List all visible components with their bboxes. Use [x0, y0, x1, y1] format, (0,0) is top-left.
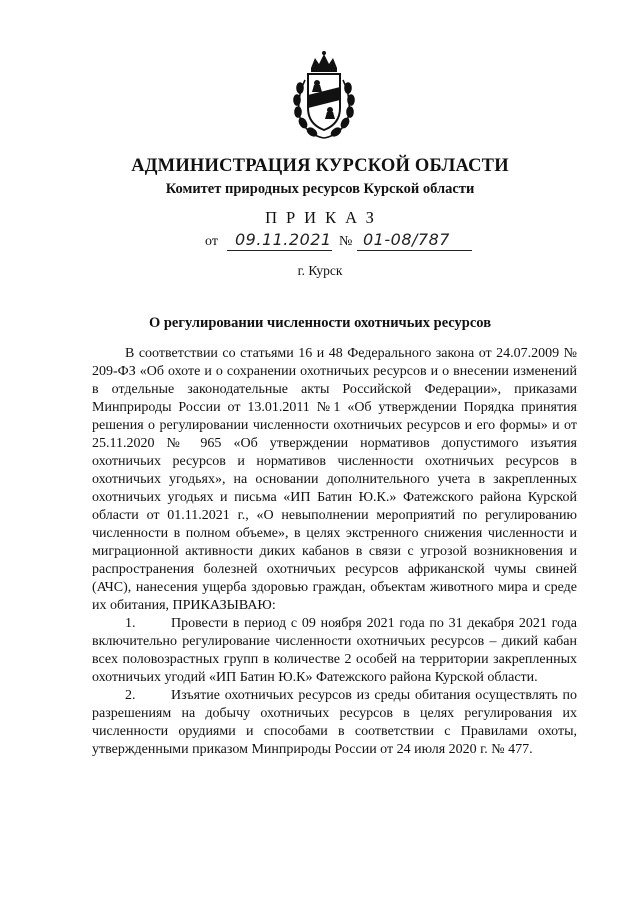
- number-prefix: №: [339, 234, 353, 249]
- item-text: Изъятие охотничьих ресурсов из среды обитания осуществлять по разрешениям на добычу охотничьих ресурсов в целях регулирования их численности орудиями и способами в соответствии с Правилами охоты, утвержденными приказом Минприроды России от 24 июля 2020 г. № 477.: [92, 688, 577, 757]
- intro-paragraph: В соответствии со статьями 16 и 48 Федерального закона от 24.07.2009 № 209-ФЗ «Об охоте и о сохранении охотничьих ресурсов и о внесении изменений в отдельные законодательные акты Российской Федерации», приказами Минприроды России от 13.01.2011 №1 «Об утверждении Порядка принятия решения о регулировании численности охотничьих ресурсов и его формы» и от 25.11.2020 № 965 «Об утверждении нормативов допустимого изъятия охотничьих ресурсов и нормативов численности охотничьих ресурсов в охотничьих угодьях», на основании дополнительного учета в закрепленных охотничьих угодьях и письма «ИП Батин Ю.К.» Фатежского района Курской области от 01.11.2021 г., «О невыполнении мероприятий по регулированию численности в полном объеме», в целях экстренного снижения численности и миграционной активности диких кабанов в связи с угрозой возникновения и распространения болезней охотничьих ресурсов африканской чумы свиней (АЧС), нанесения ущерба здоровью граждан, объектам животного мира и среде их обитания, ПРИКАЗЫВАЮ:: [92, 346, 577, 613]
- handwritten-number: 01-08/787: [363, 230, 450, 249]
- item-text: Провести в период с 09 ноября 2021 года по 31 декабря 2021 года включительно регулирование численности охотничьих ресурсов – дикий кабан всех половозрастных групп в количестве 2 особей на территории закрепленных охотничьих угодий «ИП Батин Ю.К» Фатежского района Курской области.: [92, 616, 577, 685]
- number-underline: [357, 250, 472, 251]
- order-item-1: [92, 615, 577, 687]
- date-prefix: от: [205, 234, 218, 249]
- date-underline: [227, 250, 332, 251]
- kursk-coat-of-arms-icon: [291, 50, 357, 142]
- registration-line: [205, 230, 475, 254]
- organization-title: АДМИНИСТРАЦИЯ КУРСКОЙ ОБЛАСТИ: [131, 156, 509, 176]
- city-label: г. Курск: [297, 263, 343, 278]
- order-body: [92, 345, 577, 759]
- item-number: 1.: [125, 616, 136, 631]
- order-item-2: [92, 687, 577, 759]
- document-type: ПРИКАЗ: [265, 208, 383, 227]
- order-subject-title: О регулировании численности охотничьих ресурсов: [148, 315, 492, 331]
- committee-name: Комитет природных ресурсов Курской области: [165, 181, 475, 197]
- handwritten-date: 09.11.2021: [235, 230, 332, 249]
- item-number: 2.: [125, 688, 136, 703]
